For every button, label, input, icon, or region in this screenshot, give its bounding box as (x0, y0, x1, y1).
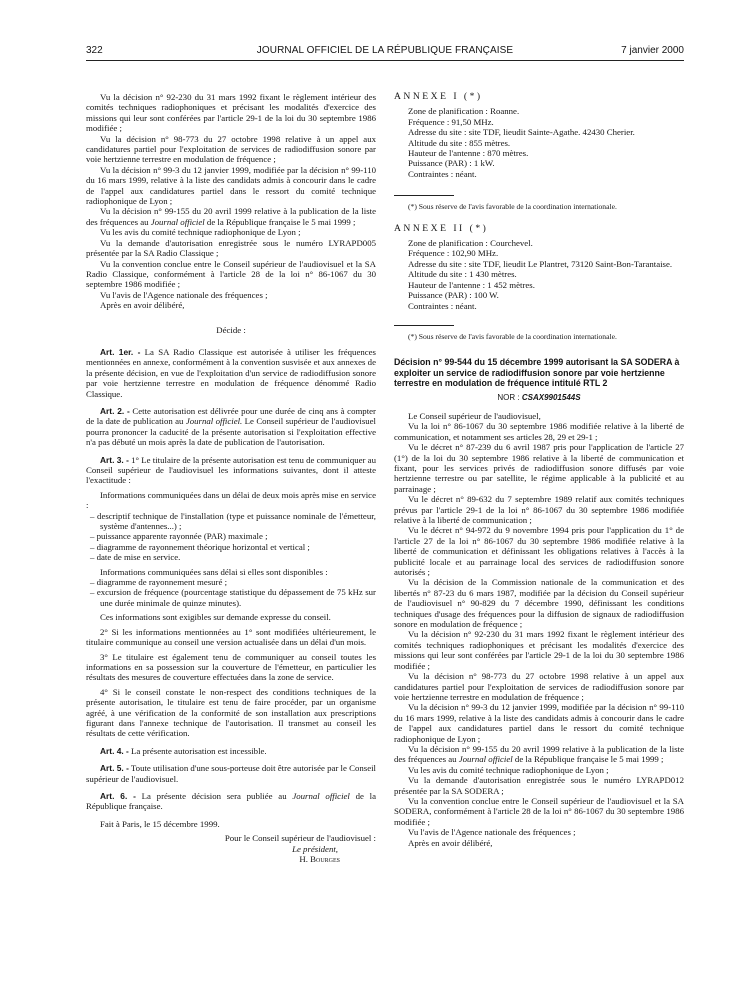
list-item: – diagramme de rayonnement mesuré ; (90, 577, 228, 588)
journal-title: JOURNAL OFFICIEL DE LA RÉPUBLIQUE FRANÇAISE (256, 45, 514, 56)
visa-paragraph: Vu la convention conclue entre le Conseil supérieur de l'audiovisuel et la SA Radio Classique, conformément à l'article 28 de la loi n° 86-1067 du 30 septembre 1986 modifiée ; (86, 258, 376, 290)
visa-paragraph: Vu la décision n° 98-773 du 27 octobre 1998 relative à un appel aux candidatures partiel pour l'exploitation de services de radiodiffusion sonore par voie hertzienne terrestre en modulation de fréquence ; (86, 133, 376, 165)
list-item: – descriptif technique de l'installation (type et puissance nominale de l'émetteur, système d'antennes...) ; (90, 510, 376, 532)
footnote-rule (394, 325, 454, 326)
visa-paragraph: Le Conseil supérieur de l'audiovisuel, (408, 410, 541, 421)
annex-footnote: (*) Sous réserve de l'avis favorable de la coordination internationale. (408, 202, 617, 212)
visa-paragraph: Après en avoir délibéré, (408, 837, 493, 848)
header-rule (86, 60, 684, 61)
visa-text: de la République française le 5 mai 1999 ; (204, 216, 356, 227)
article-label: Art. 2. - (100, 405, 130, 416)
annex-line: Zone de planification : Courchevel. (408, 238, 533, 249)
article-2 (86, 406, 376, 448)
visa-paragraph: Vu le décret n° 87-239 du 6 avril 1987 pris pour l'application de l'article 27 (1°) de la loi du 30 septembre 1986 relative à la liberté de communication et fixant, pour les services privés de radiodiffusion sonore diffusés par voie hertzienne terrestre ou par satellite, le régime applicable à la publicité et au parrainage ; (394, 442, 684, 494)
visa-paragraph: Vu les avis du comité technique radiophonique de Lyon ; (408, 764, 609, 775)
annex-line: Adresse du site : site TDF, lieudit Sainte-Agathe. 42430 Cherier. (408, 127, 635, 138)
decision-visas (394, 411, 684, 848)
article-label: Art. 5. - (100, 763, 129, 774)
article-label: Art. 6. - (100, 790, 136, 801)
article-text: 1° Le titulaire de la présente autorisation est tenu de communiquer au Conseil supérieur de l'audiovisuel les informations suivantes, dont il atteste l'exactitude : (86, 454, 376, 486)
decide-heading: Décide : (216, 324, 246, 335)
visa-paragraph: Vu la convention conclue entre le Conseil supérieur de l'audiovisuel et la SA SODERA, conformément à l'article 28 de la loi n° 86-1067 du 30 septembre 1986 modifiée ; (394, 795, 684, 827)
article-text: de la République française. (86, 790, 376, 812)
left-column (86, 92, 376, 864)
visa-text: Vu la décision n° 99-155 du 20 avril 1999 relative à la publication de la liste des fréquences au (394, 743, 684, 765)
paragraph: 3° Le titulaire est également tenu de communiquer au conseil toutes les informations en sa possession sur la couverture de l'émetteur, en particulier les résultats des mesures de couverture effectuées dans la zone de service. (86, 651, 376, 683)
visa-text: de la République française le 5 mai 1999 ; (512, 754, 664, 765)
visa-paragraph: Vu la décision n° 98-773 du 27 octobre 1998 relative à un appel aux candidatures partiel pour l'exploitation de services de radiodiffusion sonore par voie hertzienne terrestre en modulation de fréquence ; (394, 671, 684, 702)
visa-paragraph (394, 744, 684, 765)
paragraph: Ces informations sont exigibles sur demande expresse du conseil. (100, 612, 331, 623)
decision-title: Décision n° 99-544 du 15 décembre 1999 autorisant la SA SODERA à exploiter un service de radiodiffusion sonore par voie hertzienne terrestre en modulation de fréquence intitulé RTL 2 (394, 357, 680, 389)
paragraph: 2° Si les informations mentionnées au 1° sont modifiées ultérieurement, le titulaire communique au conseil une version actualisée dans un délai d'un mois. (86, 626, 376, 648)
article-text: Le Conseil supérieur de l'audiovisuel pourra prononcer la caducité de la présente autorisation si l'exploitation effective n'a pas débuté un mois après la date de publication de l'autorisation. (86, 416, 376, 448)
annex-line: Fréquence : 91,50 MHz. (408, 116, 494, 127)
article-1 (86, 347, 376, 399)
journal-officiel-italic: Journal officiel (292, 790, 350, 801)
visa-paragraph: Vu l'avis de l'Agence nationale des fréquences ; (408, 827, 576, 838)
signatory-name: H. Bourges (299, 854, 340, 864)
article-text: Toute utilisation d'une sous-porteuse doit être autorisée par le Conseil supérieur de l'audiovisuel. (86, 763, 376, 784)
list-item: – date de mise en service. (90, 552, 181, 563)
article-text: La présente autorisation est incessible. (128, 745, 267, 756)
annex-line: Puissance (PAR) : 1 kW. (408, 158, 495, 169)
article-4 (86, 746, 376, 756)
visa-paragraph: Vu la décision n° 99-3 du 12 janvier 1999, modifiée par la décision n° 99-110 du 16 mars 1999, relative à la liste des candidats admis à concourir dans le cadre de l'appel aux candidatures partiel dans le ressort du comité technique radiophonique de Lyon ; (86, 164, 376, 207)
annex-line: Contraintes : néant. (408, 168, 477, 179)
annex-line: Fréquence : 102,90 MHz. (408, 248, 499, 259)
signature-intro: Pour le Conseil supérieur de l'audiovisuel : (224, 833, 376, 844)
visa-paragraph: Vu le décret n° 89-632 du 7 septembre 1989 relatif aux comités techniques prévus par l'article 29-1 de la loi n° 86-1067 du 30 septembre 1986 modifiée relative à la liberté de communication ; (394, 494, 684, 525)
visa-paragraph: Après en avoir délibéré, (100, 300, 185, 311)
annex-2-title: ANNEXE II (*) (394, 222, 489, 234)
annex-line: Altitude du site : 1 430 mètres. (408, 269, 517, 280)
president-label: Le président, (292, 843, 338, 854)
article-5 (86, 763, 376, 784)
annex-1-title: ANNEXE I (*) (394, 91, 483, 102)
visa-paragraph: Vu le décret n° 94-972 du 9 novembre 1994 pris pour l'application du 1° de l'article 27 de la loi n° 86-1067 du 30 septembre 1986 modifiée relative à la liberté de communication et définissant les obligations relatives à l'accès à la publicité locale et au parrainage local des services de radiodiffusion sonore autorisés ; (394, 525, 684, 578)
visa-paragraph: Vu la demande d'autorisation enregistrée sous le numéro LYRAPD005 présentée par la SA Radio Classique ; (86, 237, 376, 259)
annex-line: Puissance (PAR) : 100 W. (408, 290, 499, 301)
journal-officiel-italic: Journal officiel (458, 754, 513, 765)
article-text: Cette autorisation est délivrée pour une durée de cinq ans à compter de la date de publication au (86, 405, 376, 427)
visa-paragraph: Vu la loi n° 86-1067 du 30 septembre 1986 modifiée relative à la liberté de communication, et notamment ses articles 28, 29 et 29-1 ; (394, 421, 684, 442)
footnote-rule (394, 195, 454, 196)
page-number: 322 (86, 45, 103, 56)
journal-officiel-italic: Journal officiel (150, 216, 205, 227)
right-column (394, 92, 684, 848)
annex-line: Hauteur de l'antenne : 1 452 mètres. (408, 279, 535, 290)
list-item: – diagramme de rayonnement théorique horizontal et vertical ; (90, 541, 310, 552)
visa-paragraph: Vu l'avis de l'Agence nationale des fréquences ; (100, 289, 268, 300)
visa-paragraph: Vu la décision n° 92-230 du 31 mars 1992 fixant le règlement intérieur des comités techniques radiophoniques et précisant les modalités d'exercice des missions qui leur sont conférées par l'article 29-1 de la loi du 30 septembre 1986 modifiée ; (394, 629, 684, 671)
annex-line: Altitude du site : 855 mètres. (408, 137, 511, 148)
article-label: Art. 3. - (100, 454, 129, 465)
fait-a-paris: Fait à Paris, le 15 décembre 1999. (100, 818, 220, 829)
info-heading: Informations communiquées dans un délai de deux mois après mise en service : (86, 489, 376, 511)
article-3 (86, 455, 376, 486)
visa-paragraph: Vu les avis du comité technique radiophonique de Lyon ; (100, 227, 301, 238)
article-label: Art. 4. - (100, 745, 129, 756)
annex-line: Zone de planification : Roanne. (408, 106, 520, 117)
nor-code: CSAX9901544S (521, 392, 581, 402)
annex-line: Contraintes : néant. (408, 300, 477, 311)
visa-paragraph: Vu la décision n° 92-230 du 31 mars 1992 fixant le règlement intérieur des comités techniques radiophoniques et précisant les modalités d'exercice des missions qui leur sont conférées par l'article 29-1 de la loi du 30 septembre 1986 modifiée ; (86, 92, 376, 134)
list-item: – excursion de fréquence (pourcentage statistique du dépassement de 75 kHz sur une durée minimale de quinze minutes). (90, 587, 376, 608)
paragraph: 4° Si le conseil constate le non-respect des conditions techniques de la présente autorisation, le titulaire est tenu de faire procéder, par un organisme agréé, à une vérification de la conformité de son installation aux prescriptions figurant dans l'annexe technique de l'autorisation. Il transmet au conseil les résultats de cette vérification. (86, 686, 376, 739)
annex-line: Adresse du site : site TDF, lieudit Le Plantret, 73120 Saint-Bon-Tarantaise. (408, 258, 673, 269)
list-item: – puissance apparente rayonnée (PAR) maximale ; (90, 531, 268, 542)
annex-1-list (394, 106, 684, 179)
article-text: La SA Radio Classique est autorisée à utiliser les fréquences mentionnées en annexe, conformément à la convention susvisée et aux annexes de la présente décision, en vue de l'exploitation d'un service de radiodiffusion sonore par voie hertzienne terrestre en modulation de fréquence dénommé Radio Classique. (86, 346, 376, 399)
article-6 (86, 791, 376, 812)
annex-2-list (394, 238, 684, 311)
visa-paragraph: Vu la décision n° 99-3 du 12 janvier 1999, modifiée par la décision n° 99-110 du 16 mars 1999, relative à la liste des candidats admis à concourir dans le cadre de l'appel aux candidatures partiel dans le ressort du comité technique radiophonique de Lyon ; (394, 702, 684, 744)
visa-paragraph: Vu la décision de la Commission nationale de la communication et des libertés n° 87-23 du 6 mars 1987, modifiée par la décision du Conseil supérieur de l'audiovisuel n° 90-829 du 7 décembre 1990, définissant les conditions techniques d'usage des fréquences pour la diffusion de signaux de radiodiffusion sonore en modulation de fréquence ; (394, 577, 684, 630)
article-label: Art. 1er. - (100, 346, 141, 357)
visa-paragraph: Vu la demande d'autorisation enregistrée sous le numéro LYRAPD012 présentée par la SA SODERA ; (394, 775, 684, 796)
annex-footnote: (*) Sous réserve de l'avis favorable de la coordination internationale. (408, 331, 617, 341)
nor-label: NOR : (497, 392, 522, 402)
publication-date: 7 janvier 2000 (621, 45, 684, 56)
info-heading: Informations communiquées sans délai si elles sont disponibles : (100, 566, 328, 577)
annex-line: Hauteur de l'antenne : 870 mètres. (408, 148, 529, 159)
journal-officiel-italic: Journal officiel. (185, 416, 243, 427)
page-header (86, 45, 684, 59)
visa-paragraph (86, 206, 376, 227)
article-text: La présente décision sera publiée au (135, 790, 293, 801)
signatory-title (86, 844, 376, 854)
visa-text: Vu la décision n° 99-155 du 20 avril 1999 relative à la publication de la liste des fréquences au (86, 206, 376, 227)
nor-reference (394, 393, 684, 403)
